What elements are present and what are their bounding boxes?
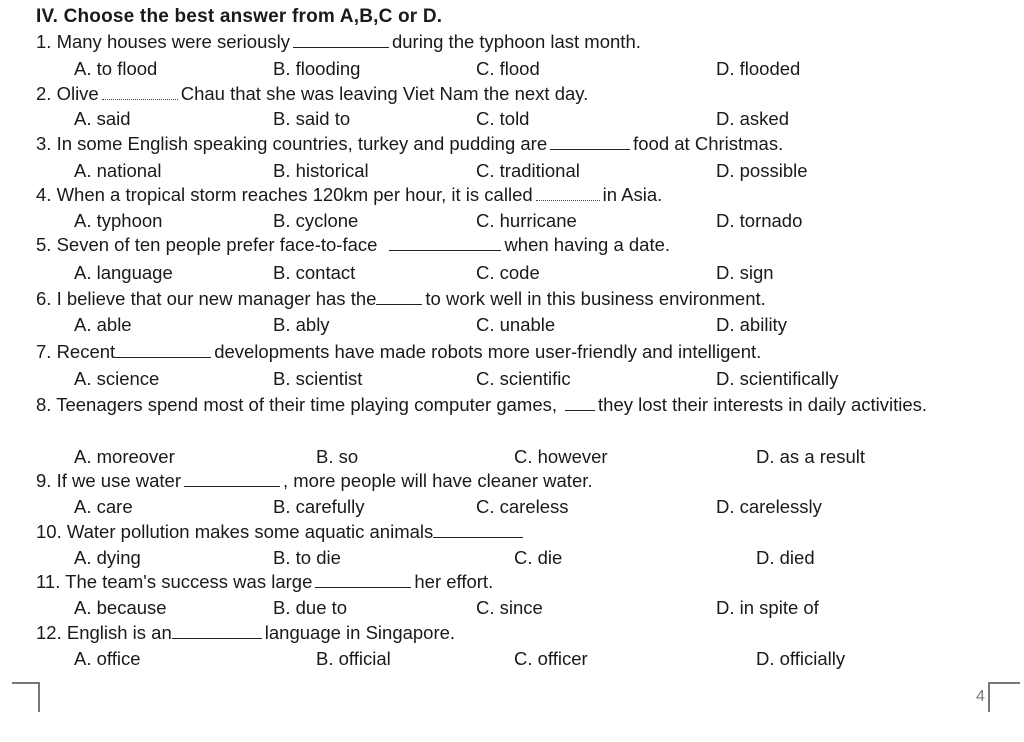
option-d: D. flooded (716, 58, 801, 79)
option-c: C. hurricane (476, 210, 577, 231)
option-a: A. science (74, 368, 160, 389)
option-c: C. officer (514, 648, 588, 669)
answer-blank (550, 135, 630, 150)
exercise-title: IV. Choose the best answer from A,B,C or D. (36, 6, 443, 27)
question-3 (36, 133, 783, 155)
question-text: when having a date. (504, 234, 671, 255)
question-text: Chau that she was leaving Viet Nam the next day. (180, 83, 589, 104)
question-text: developments have made robots more user-friendly and intelligent. (214, 341, 762, 362)
option-a: A. to flood (74, 58, 158, 79)
option-c: C. since (476, 597, 543, 618)
option-d: D. officially (756, 648, 846, 669)
question-text: language in Singapore. (264, 622, 456, 643)
answer-blank (184, 472, 280, 487)
question-text: 1. Many houses were seriously (36, 31, 290, 52)
question-6 (36, 288, 766, 310)
question-2 (36, 83, 588, 105)
option-c: C. die (514, 547, 563, 568)
answer-blank (172, 624, 262, 639)
option-b: B. scientist (273, 368, 363, 389)
option-d: D. as a result (756, 446, 865, 467)
option-b: B. historical (273, 160, 369, 181)
option-d: D. tornado (716, 210, 803, 231)
option-b: B. contact (273, 262, 356, 283)
option-d: D. in spite of (716, 597, 819, 618)
question-8 (36, 394, 986, 416)
option-d: D. asked (716, 108, 790, 129)
option-a: A. national (74, 160, 162, 181)
question-text: food at Christmas. (633, 133, 784, 154)
question-text: 6. I believe that our new manager has the (36, 288, 377, 309)
option-d: D. died (756, 547, 815, 568)
option-b: B. said to (273, 108, 351, 129)
page-corner-mark (988, 682, 1020, 712)
question-text: her effort. (414, 571, 494, 592)
option-a: A. care (74, 496, 133, 517)
question-5 (36, 234, 670, 256)
question-text: 3. In some English speaking countries, turkey and pudding are (36, 133, 548, 154)
question-7 (36, 341, 761, 363)
question-9 (36, 470, 593, 492)
option-b: B. cyclone (273, 210, 359, 231)
question-text: 4. When a tropical storm reaches 120km per hour, it is called (36, 184, 533, 205)
answer-blank (102, 85, 178, 100)
option-a: A. dying (74, 547, 141, 568)
option-d: D. ability (716, 314, 787, 335)
option-d: D. possible (716, 160, 808, 181)
answer-blank (536, 186, 600, 201)
option-b: B. to die (273, 547, 341, 568)
question-text: 5. Seven of ten people prefer face-to-face (36, 234, 378, 255)
option-b: B. official (316, 648, 391, 669)
question-10 (36, 521, 526, 543)
question-text: 11. The team's success was large (36, 571, 313, 592)
question-text: in Asia. (602, 184, 663, 205)
question-text: they lost their interests in daily activities. (598, 394, 928, 415)
option-b: B. due to (273, 597, 348, 618)
question-text: 12. English is an (36, 622, 172, 643)
option-a: A. moreover (74, 446, 175, 467)
option-b: B. ably (273, 314, 330, 335)
question-4 (36, 184, 662, 206)
option-b: B. flooding (273, 58, 361, 79)
answer-blank (293, 33, 389, 48)
answer-blank (433, 523, 523, 538)
option-a: A. typhoon (74, 210, 163, 231)
option-d: D. scientifically (716, 368, 839, 389)
option-c: C. code (476, 262, 540, 283)
option-b: B. so (316, 446, 359, 467)
question-11 (36, 571, 493, 593)
option-d: D. carelessly (716, 496, 822, 517)
answer-blank (315, 573, 411, 588)
page-corner-mark (12, 682, 40, 712)
option-b: B. carefully (273, 496, 365, 517)
option-a: A. because (74, 597, 167, 618)
option-c: C. however (514, 446, 608, 467)
option-a: A. able (74, 314, 132, 335)
option-a: A. said (74, 108, 131, 129)
question-text: during the typhoon last month. (391, 31, 641, 52)
page-number: 4 (976, 688, 985, 705)
option-c: C. careless (476, 496, 569, 517)
option-c: C. flood (476, 58, 540, 79)
option-a: A. language (74, 262, 173, 283)
question-text: to work well in this business environment. (425, 288, 766, 309)
answer-blank (115, 343, 211, 358)
question-12 (36, 622, 455, 644)
option-c: C. told (476, 108, 530, 129)
question-text: 7. Recent (36, 341, 116, 362)
option-c: C. traditional (476, 160, 580, 181)
question-text: 2. Olive (36, 83, 99, 104)
answer-blank (376, 290, 422, 305)
option-c: C. unable (476, 314, 556, 335)
option-d: D. sign (716, 262, 774, 283)
question-text: 8. Teenagers spend most of their time playing computer games, (36, 394, 558, 415)
question-text: 10. Water pollution makes some aquatic animals (36, 521, 434, 542)
question-text: 9. If we use water (36, 470, 181, 491)
question-text: , more people will have cleaner water. (282, 470, 593, 491)
answer-blank (565, 396, 595, 411)
option-c: C. scientific (476, 368, 571, 389)
option-a: A. office (74, 648, 141, 669)
question-1 (36, 31, 641, 53)
answer-blank (389, 236, 501, 251)
